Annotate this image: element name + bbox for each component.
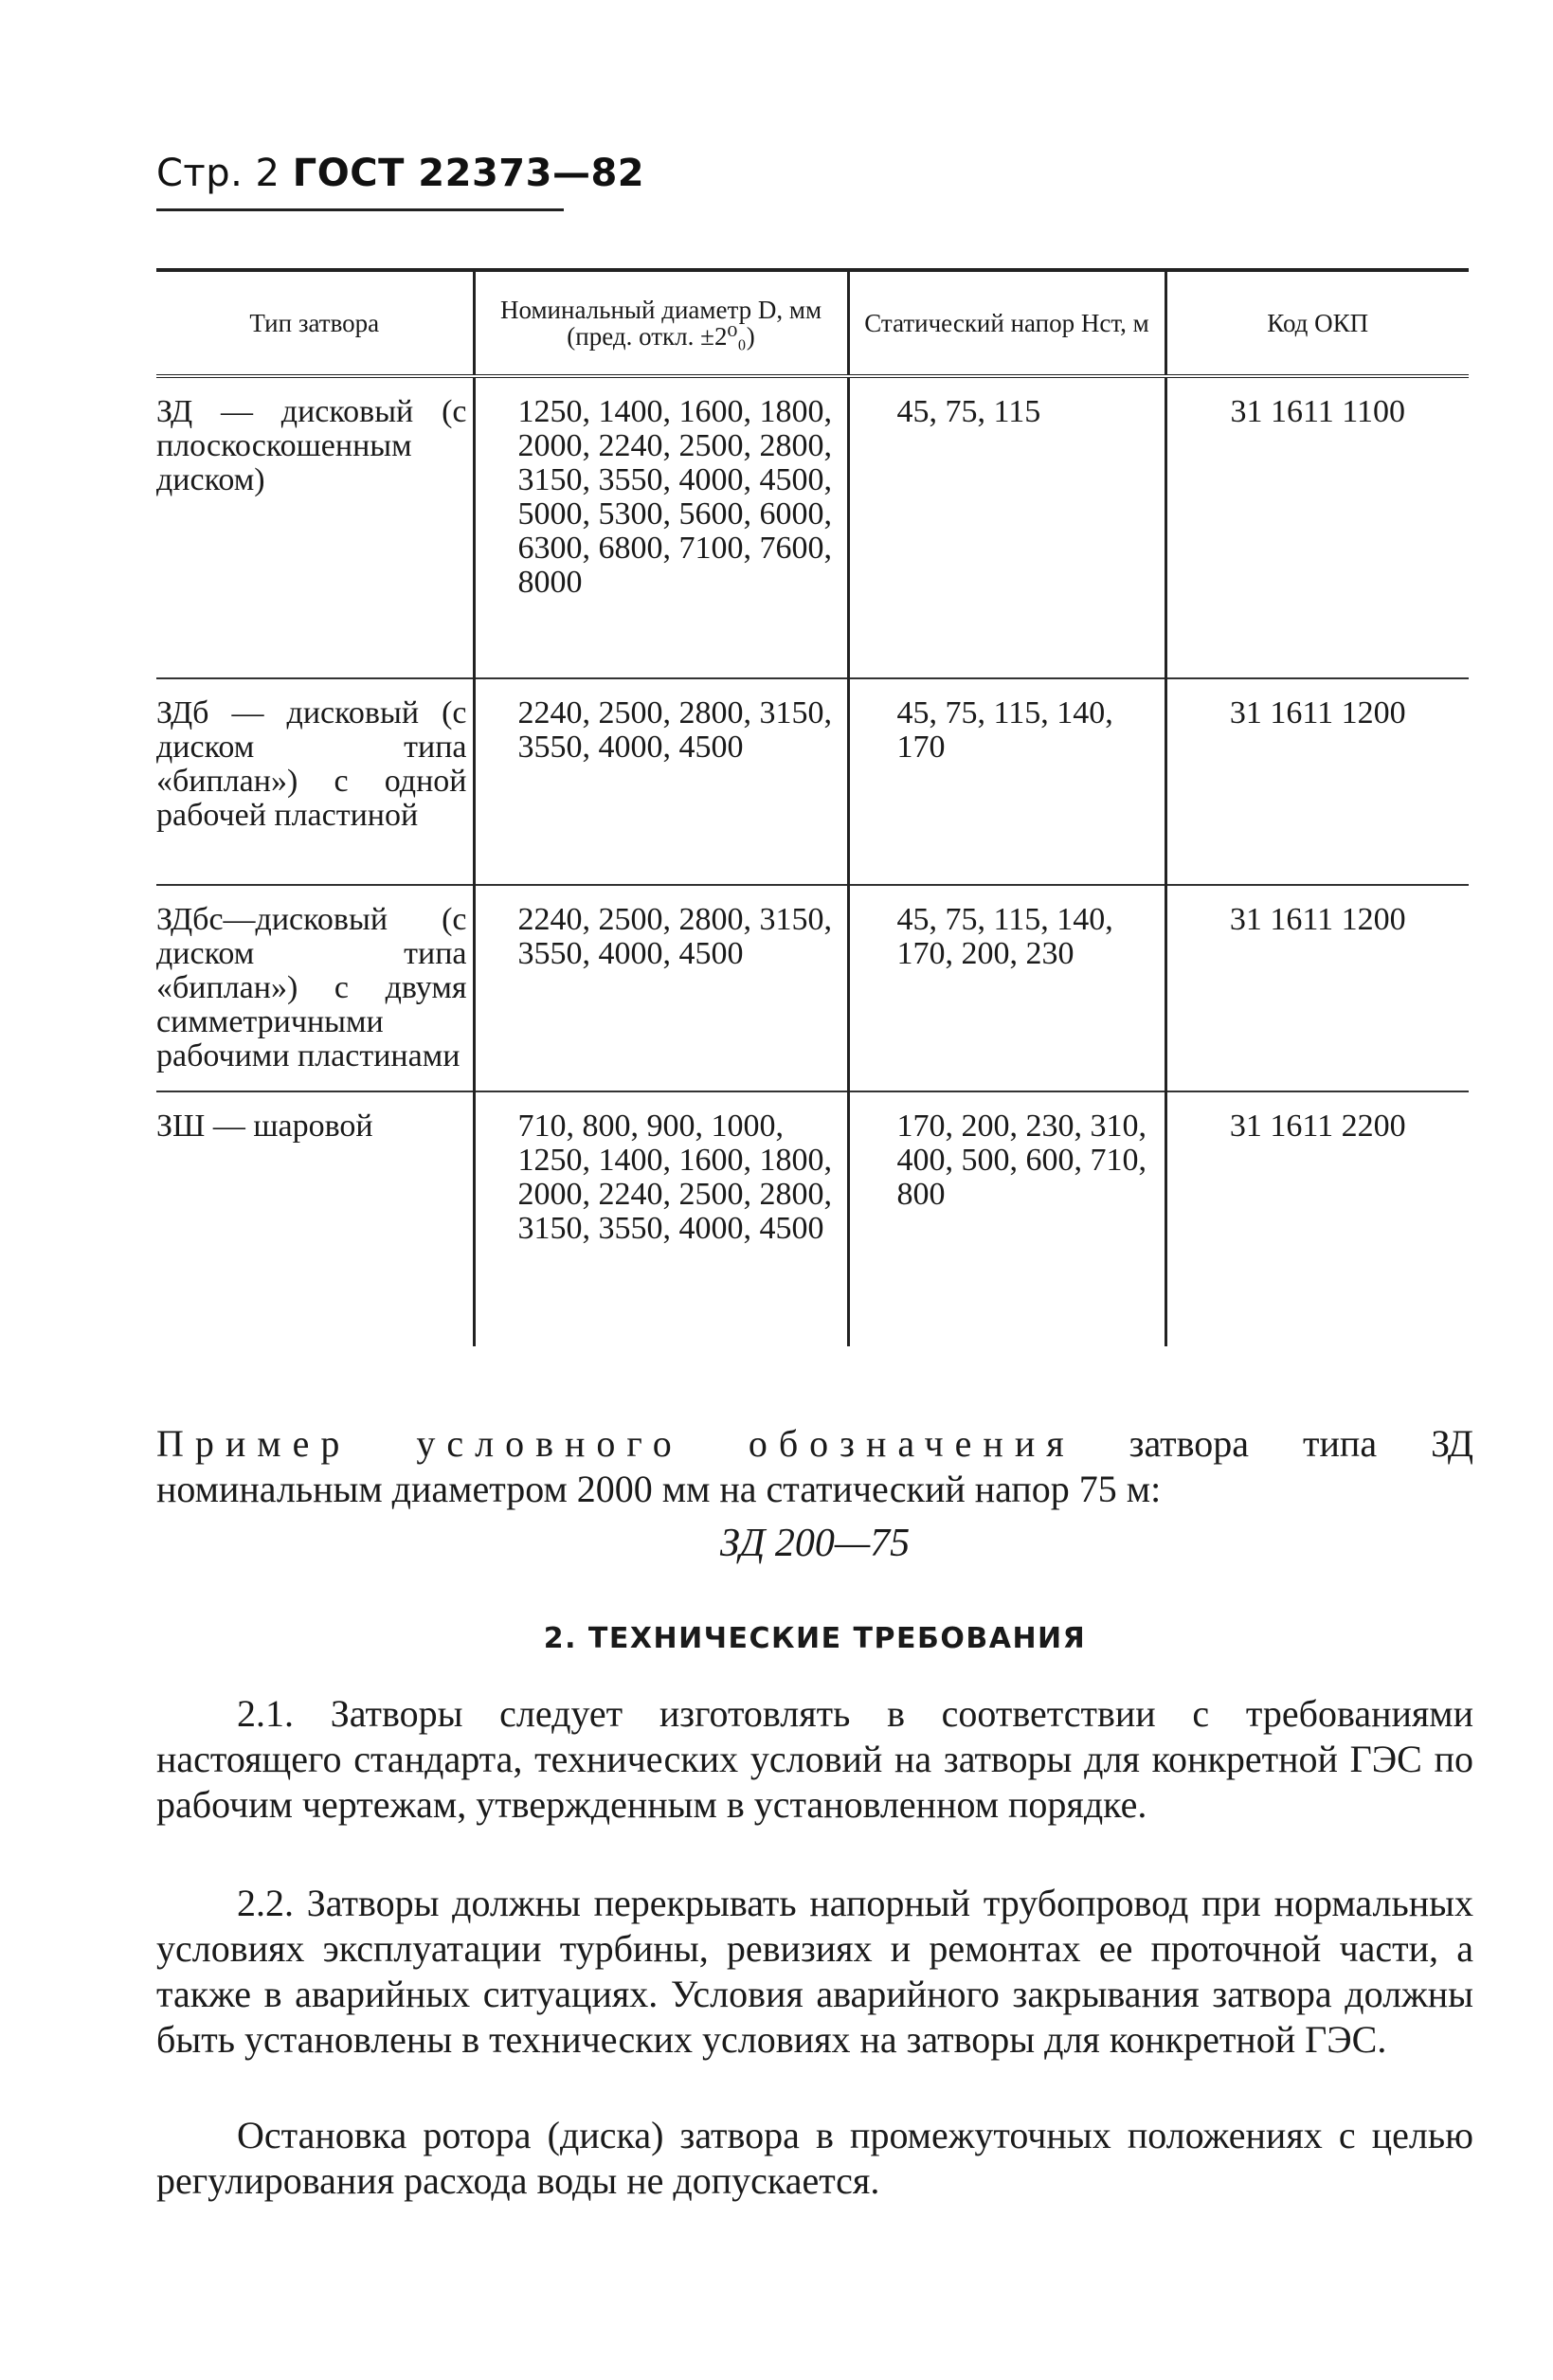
gate-spec-table [156,268,1469,1346]
standard-number: ГОСТ 22373—82 [292,152,645,195]
cell-head: 45, 75, 115, 140, 170, 200, 230 [848,885,1165,1091]
cell-diameters: 1250, 1400, 1600, 1800, 2000, 2240, 2500, 2800, 3150, 3550, 4000, 4500, 5000, 5300, 5600, 6000, 6300, 6800, 7100, 7600, 8000 [474,376,848,678]
cell-head: 45, 75, 115, 140, 170 [848,678,1165,885]
column-header-code: Код ОКП [1165,270,1469,376]
table-row [156,1091,1469,1346]
cell-type: ЗД — дисковый (с плоскоскошенным диском) [156,376,474,678]
table-header-row [156,270,1469,376]
page-number: Стр. 2 [156,152,280,195]
table-row [156,885,1469,1091]
section-title: 2. ТЕХНИЧЕСКИЕ ТРЕБОВАНИЯ [543,1622,1087,1655]
paragraph-stop: Остановка ротора (диска) затвора в промежуточных положениях с целью регулирования расхода воды не допускается. [156,2114,1473,2202]
cell-code: 31 1611 2200 [1165,1091,1469,1346]
cell-head: 45, 75, 115 [848,376,1165,678]
cell-diameters: 710, 800, 900, 1000, 1250, 1400, 1600, 1800, 2000, 2240, 2500, 2800, 3150, 3550, 4000, 4500 [474,1091,848,1346]
example-lead: Пример условного обозначения [156,1422,1075,1465]
table-row [156,376,1469,678]
column-header-head: Статический напор Hст, м [848,270,1165,376]
cell-head: 170, 200, 230, 310, 400, 500, 600, 710, 800 [848,1091,1165,1346]
example-text: затвора типа ЗД номинальным диаметром 2000 мм на статический напор 75 м: [156,1422,1474,1510]
cell-diameters: 2240, 2500, 2800, 3150, 3550, 4000, 4500 [474,885,848,1091]
designation-example [156,1421,1473,1512]
cell-code: 31 1611 1200 [1165,678,1469,885]
example-designation: ЗД 200—75 [719,1522,911,1565]
cell-code: 31 1611 1200 [1165,885,1469,1091]
cell-code: 31 1611 1100 [1165,376,1469,678]
header-rule [156,208,564,211]
column-header-type: Тип затвора [156,270,474,376]
paragraph-2-2: 2.2. Затворы должны перекрывать напорный трубопровод при нормальных условиях эксплуатации турбины, ревизиях и ремонтах ее проточной части, а также в аварийных ситуациях. Условия аварийного закрывания затвора должны быть установлены в технических условиях на затворы для конкретной ГЭС. [156,1882,1473,2061]
page-header [156,152,644,195]
paragraph-2-1: 2.1. Затворы следует изготовлять в соответствии с требованиями настоящего стандарта, технических условий на затворы для конкретной ГЭС по рабочим чертежам, утвержденным в установленном порядке. [156,1692,1473,1826]
cell-type: ЗДб — дисковый (с диском типа «биплан») с одной рабочей пластиной [156,678,474,885]
cell-type: ЗШ — шаровой [156,1109,373,1144]
column-header-diameter: Номинальный диаметр D, мм (пред. откл. ±2⁰₀) [474,270,848,376]
table-row [156,678,1469,885]
cell-type: ЗДбс—дисковый (с диском типа «биплан») с двумя симметричными рабочими пластинами [156,885,474,1091]
cell-diameters: 2240, 2500, 2800, 3150, 3550, 4000, 4500 [474,678,848,885]
